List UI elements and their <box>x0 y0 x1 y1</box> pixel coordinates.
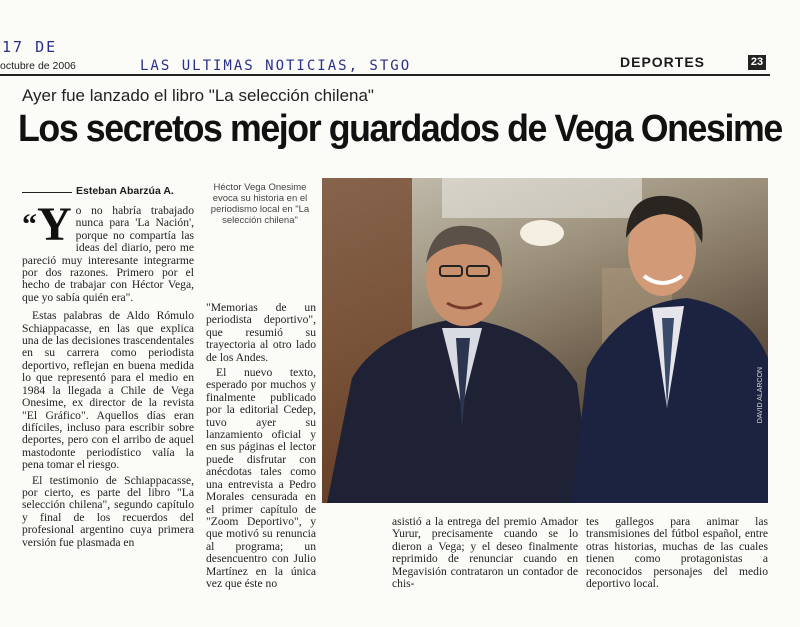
lead-quote: o no habría trabajado nunca para 'La Nación', porque no compartía las ideas del diario, pero me pareció muy interesante integrarme por dos razones. Primero por el hecho de trabajar con Héctor Vega, que yo sabía quién era". <box>22 205 194 304</box>
drop-cap: “Y <box>22 205 72 251</box>
issue-date: octubre de 2006 <box>0 60 76 72</box>
column-2 <box>206 302 316 607</box>
column-4 <box>586 516 768 607</box>
col1-paragraph: Estas palabras de Aldo Rómulo Schiappacasse, en las que explica una de las decisiones trascendentales en su carrera como periodista deportivo, reflejan en buena medida lo que representó para el medio en 1984 la llegada a Chile de Vega Onesime, ex director de la revista "El Gráfico". Aquellos días eran difíciles, incluso para escribir sobre deportes, pero con el arribo de aquel mastodonte periodístico valía la pena tomar el riesgo. <box>22 309 194 472</box>
col2-paragraph: El nuevo texto, esperado por muchos y finalmente publicado por la editorial Cedep, tuvo ayer su lanzamiento oficial y en sus páginas el lector puede disfrutar con anécdotas tales como una entrevista a Pedro Morales censurada en el primer capítulo de "Zoom Deportivo", y que motivó su renuncia al programa; un desencuentro con Julio Martínez en la única vez que éste no <box>206 366 316 590</box>
col4-text: tes gallegos para animar las transmisiones del fútbol español, entre otras historias, muchas de las cuales tienen como protagonistas a reconocidos personajes del medio deportivo local. <box>586 516 768 591</box>
open-quote-mark: “ <box>22 208 37 241</box>
byline-rule <box>22 192 72 193</box>
col2-paragraph: "Memorias de un periodista deportivo", que resumió su trayectoria al otro lado de los Andes. <box>206 302 316 364</box>
column-1 <box>22 205 194 607</box>
photo-credit: DAVID ALARCON <box>757 366 764 423</box>
column-3 <box>392 516 578 607</box>
photo-illustration <box>322 178 768 503</box>
article-kicker: Ayer fue lanzado el libro "La selección chilena" <box>22 86 374 105</box>
handwritten-source-note: LAS ULTIMAS NOTICIAS, STGO <box>140 58 412 74</box>
handwritten-date-note: 17 DE <box>2 38 58 56</box>
article-headline: Los secretos mejor guardados de Vega Onesime <box>18 108 782 150</box>
section-label: DEPORTES <box>620 54 706 70</box>
byline: Esteban Abarzúa A. <box>76 185 174 197</box>
col3-text: asistió a la entrega del premio Amador Yurur, precisamente cuando se lo dieron a Vega; y el deseo finalmente reprimido de renunciar cuando en Megavisión contrataron un contador de chis- <box>392 516 578 591</box>
article-photo <box>322 178 768 503</box>
header-rule <box>0 74 770 76</box>
photo-caption: Héctor Vega Onesime evoca su historia en el periodismo local en "La selección chilena" <box>210 182 310 226</box>
col1-paragraph: El testimonio de Schiappacasse, por cierto, es parte del libro "La selección chilena", segundo capítulo y final de los recuerdos del profesional argentino cuya primera versión fue plasmada en <box>22 473 194 549</box>
page-number-badge: 23 <box>748 55 766 70</box>
